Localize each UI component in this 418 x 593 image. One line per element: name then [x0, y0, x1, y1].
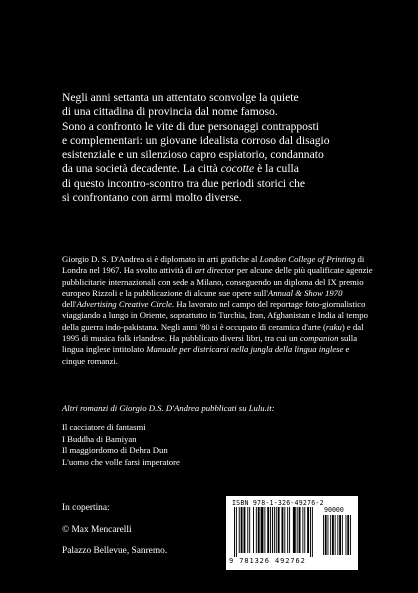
- blurb-line: si confrontano con armi molto diverse.: [62, 191, 242, 205]
- bio-italic: raku: [325, 321, 342, 332]
- blurb-line: Sono a confronto le vite di due personaggi contrapposti: [62, 119, 319, 133]
- barcode-bar: [302, 507, 303, 553]
- barcode-addon-text: 90000: [324, 506, 344, 514]
- barcode-bar: [284, 507, 285, 553]
- barcode-bar: [236, 507, 237, 557]
- barcode-bar: [346, 515, 347, 555]
- barcode-bar: [330, 515, 331, 555]
- barcode-bar: [244, 507, 246, 553]
- barcode-bar: [347, 515, 349, 555]
- barcode-bar: [272, 507, 273, 553]
- barcode-bar: [299, 507, 301, 553]
- list-item: Il maggiordomo di Dehra Dun: [62, 445, 168, 455]
- barcode-bar: [328, 515, 329, 555]
- blurb-line: e complementari: un giovane idealista corroso dal disagio: [62, 133, 330, 147]
- blurb-line: esistenziale e un silenzioso capro espiatorio, condannato: [62, 148, 324, 162]
- bio-text: ) e dal 1995 di musica folk irlandese. Ha pubblicato diversi libri, tra cui un: [62, 321, 364, 344]
- barcode-bar: [261, 507, 264, 553]
- barcode-bar: [342, 515, 343, 555]
- barcode-bar: [287, 507, 288, 553]
- bio-italic: companion: [299, 333, 339, 344]
- barcode-bar: [297, 507, 298, 553]
- barcode-bar: [249, 507, 250, 553]
- blurb-line: Negli anni settanta un attentato sconvolge la quiete: [62, 91, 299, 104]
- barcode-bar: [312, 507, 313, 557]
- barcode-bar: [247, 507, 248, 553]
- blurb-text: [62, 91, 372, 205]
- bio-italic: Advertising Creative Circle: [76, 299, 172, 310]
- barcode-bar: [253, 507, 254, 553]
- barcode-bar: [267, 507, 269, 553]
- bio-italic: Manuale per districarsi nella jungla della lingua inglese: [146, 344, 344, 355]
- bio-italic: London College of Printing: [259, 254, 356, 264]
- barcode-bar: [274, 507, 275, 553]
- barcode-bar: [337, 515, 338, 555]
- barcode-bar: [323, 515, 324, 555]
- barcode-bar: [276, 507, 277, 553]
- barcode-bar: [310, 507, 311, 557]
- blurb-italic-cocotte: cocotte: [220, 162, 255, 176]
- barcode-bar: [270, 507, 271, 553]
- cover-photo-credit: © Max Mencarelli: [62, 525, 132, 535]
- bio-text: per alcune delle più qualificate agenzie pubblicitarie internazionali con sede a Milano, conseguendo un diploma del IX premio europeo Rizzoli e la pubblicazione di alcune sue opere sull': [62, 265, 373, 298]
- blurb-line: di una cittadina di provincia dal nome famoso.: [62, 105, 278, 119]
- barcode-bar: [307, 507, 309, 553]
- bio-text: Giorgio D. S. D'Andrea si è diplomato in arti grafiche al: [62, 254, 260, 264]
- bio-text: sulla lingua inglese intitolato: [62, 333, 358, 355]
- barcode-bar: [258, 507, 260, 553]
- list-item: Il cacciatore di fantasmi: [62, 422, 146, 432]
- author-bio: [62, 254, 374, 367]
- barcode-bar: [256, 507, 257, 553]
- barcode-bar: [289, 507, 290, 553]
- bio-text: . Ha lavorato nel campo del reportage foto-giornalistico viaggiando a lungo in Oriente, soprattutto in Turchia, Iran, Afghanistan e India al tempo della guerra indo-pakistana. Negli anni '80 si è occupato di ceramica d'arte (: [62, 299, 368, 332]
- barcode-bar: [325, 515, 327, 555]
- isbn-text: ISBN 978-1-326-49276-2: [232, 499, 324, 507]
- barcode-bar: [293, 507, 296, 553]
- barcode-bar: [278, 507, 280, 553]
- bio-italic: Annual & Show 1970: [267, 287, 343, 298]
- cover-place: Palazzo Bellevue, Sanremo.: [62, 546, 168, 556]
- list-item: L'uomo che volle farsi imperatore: [62, 456, 180, 467]
- blurb-line: [62, 162, 372, 176]
- barcode-bar: [234, 507, 235, 557]
- cover-label: In copertina:: [62, 503, 110, 513]
- bio-text: e cinque romanzi.: [62, 344, 350, 366]
- barcode-bar: [304, 507, 305, 553]
- other-novels-title: Altri romanzi di Giorgio D.S. D'Andrea pubblicati su Lulu.it:: [62, 403, 275, 413]
- isbn-barcode: [226, 496, 358, 570]
- other-novels-list: [62, 422, 312, 468]
- list-item: I Buddha di Bamiyan: [62, 433, 137, 444]
- barcode-bar: [335, 515, 336, 555]
- barcode-addon-bars-icon: [323, 515, 353, 555]
- barcode-bar: [241, 507, 243, 553]
- barcode-bar: [239, 507, 240, 553]
- bio-text: dell': [62, 299, 77, 310]
- blurb-line: di questo incontro-scontro tra due periodi storici che: [62, 176, 306, 190]
- bio-italic: art director: [194, 265, 235, 276]
- barcode-bar: [350, 515, 351, 555]
- blurb-line-part: da una società decadente. La città: [62, 162, 221, 176]
- barcode-bar: [282, 507, 284, 553]
- bio-text: di Londra nel 1967. Ha svolto attività di: [62, 254, 365, 276]
- barcode-bar: [339, 515, 341, 555]
- ean-text: 9 781326 492762: [229, 557, 306, 565]
- barcode-bars-icon: [234, 507, 320, 557]
- barcode-bar: [332, 515, 334, 555]
- blurb-line-part: è la culla: [254, 162, 299, 176]
- barcode-bar: [264, 507, 265, 553]
